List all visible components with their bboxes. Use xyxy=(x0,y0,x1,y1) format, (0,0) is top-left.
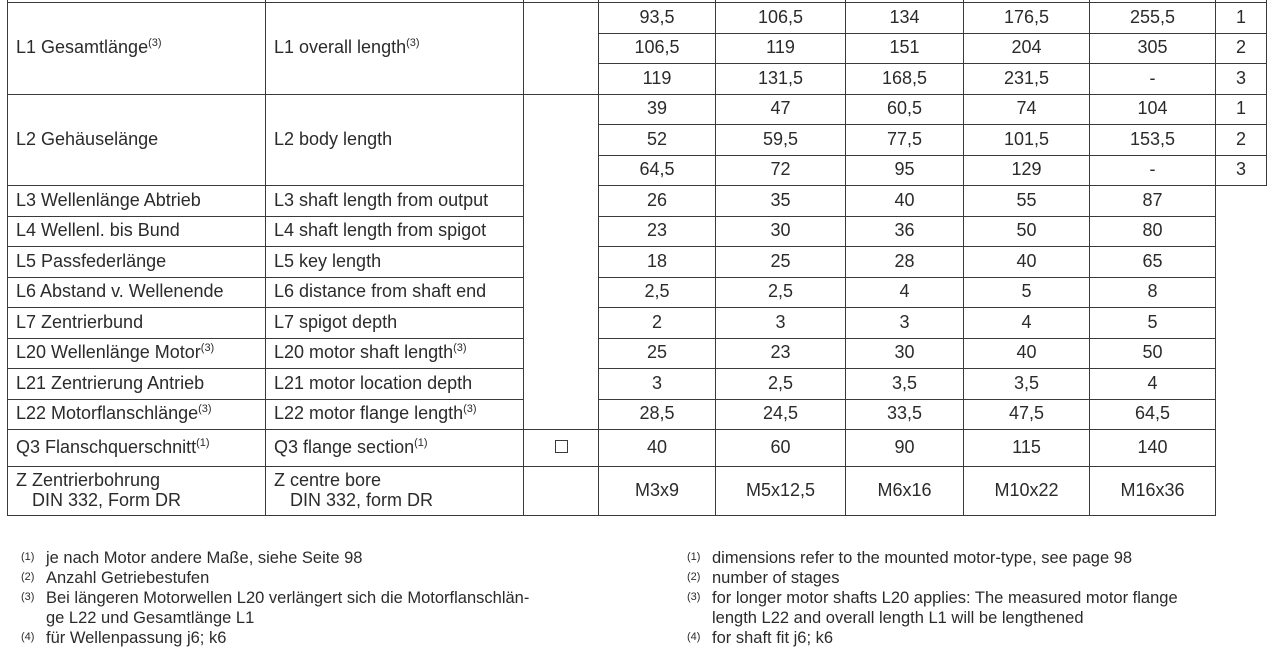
value-cell: 3,5 xyxy=(846,369,964,400)
value-cell: 3 xyxy=(846,308,964,339)
dimensions-table xyxy=(7,0,1267,516)
value-cell: 55 xyxy=(964,186,1090,217)
value-cell: 2,5 xyxy=(716,277,846,308)
value-cell: 2,5 xyxy=(599,277,716,308)
value-cell: 47 xyxy=(716,94,846,125)
row-label-de: L1 Gesamtlänge$^{(3)}$ xyxy=(8,3,266,95)
value-cell: 3 xyxy=(599,369,716,400)
value-cell: 64,5 xyxy=(1090,399,1216,430)
table-row-z xyxy=(8,467,1267,516)
value-cell: 101,5 xyxy=(964,125,1090,156)
footnote: (3) Bei längeren Motorwellen L20 verlängert sich die Motorflanschlän- ge L22 und Gesamtlänge L1 xyxy=(21,589,530,627)
value-cell: 23 xyxy=(599,216,716,247)
row-label-en: L7 spigot depth xyxy=(266,308,524,339)
value-cell: 204 xyxy=(964,33,1090,64)
row-label-de: L21 Zentrierung Antrieb xyxy=(8,369,266,400)
square-icon xyxy=(555,440,568,453)
value-cell: 3,5 xyxy=(964,369,1090,400)
row-label-de: L20 Wellenlänge Motor$^{(3)}$ xyxy=(8,338,266,369)
row-label-en: L21 motor location depth xyxy=(266,369,524,400)
stage-cell: 1 xyxy=(1216,3,1267,34)
stage-cell: 3 xyxy=(1216,155,1267,186)
table-row-l6 xyxy=(8,277,1267,308)
value-cell: 119 xyxy=(716,33,846,64)
row-label-de: L6 Abstand v. Wellenende xyxy=(8,277,266,308)
value-cell: 36 xyxy=(846,216,964,247)
value-cell: 24,5 xyxy=(716,399,846,430)
value-cell: 93,5 xyxy=(599,3,716,34)
value-cell: 168,5 xyxy=(846,64,964,95)
empty-stage-cell xyxy=(1216,186,1267,516)
row-label-en: L2 body length xyxy=(266,94,524,186)
value-cell: 2 xyxy=(599,308,716,339)
footnote: (2) number of stages xyxy=(687,569,840,587)
value-cell: 28,5 xyxy=(599,399,716,430)
value-cell: 140 xyxy=(1090,430,1216,467)
value-cell: 305 xyxy=(1090,33,1216,64)
value-cell: 60 xyxy=(716,430,846,467)
value-cell: 95 xyxy=(846,155,964,186)
value-cell: 39 xyxy=(599,94,716,125)
value-cell: 77,5 xyxy=(846,125,964,156)
value-cell: 119 xyxy=(599,64,716,95)
value-cell: 59,5 xyxy=(716,125,846,156)
value-cell: 72 xyxy=(716,155,846,186)
value-cell: 35 xyxy=(716,186,846,217)
row-label-line: DIN 332, form DR xyxy=(290,490,434,510)
table-row-l21 xyxy=(8,369,1267,400)
footnote: (2) Anzahl Getriebestufen xyxy=(21,569,210,587)
value-cell: 26 xyxy=(599,186,716,217)
value-cell: 30 xyxy=(846,338,964,369)
value-cell: M16x36 xyxy=(1090,467,1216,516)
value-cell: 115 xyxy=(964,430,1090,467)
table-row-l4 xyxy=(8,216,1267,247)
footnote: (3) for longer motor shafts L20 applies: The measured motor flange length L22 and overall length L1 will be lengthened xyxy=(687,589,1178,627)
value-cell: 18 xyxy=(599,247,716,278)
table-row-l2 xyxy=(8,94,1267,125)
symbol-cell xyxy=(524,3,599,95)
stage-cell: 2 xyxy=(1216,125,1267,156)
row-label-en: L3 shaft length from output xyxy=(266,186,524,217)
value-cell: 74 xyxy=(964,94,1090,125)
value-cell: 4 xyxy=(1090,369,1216,400)
value-cell: 134 xyxy=(846,3,964,34)
value-cell: 129 xyxy=(964,155,1090,186)
value-cell: 52 xyxy=(599,125,716,156)
value-cell: 255,5 xyxy=(1090,3,1216,34)
value-cell: 106,5 xyxy=(599,33,716,64)
stage-cell: 2 xyxy=(1216,33,1267,64)
value-cell: 47,5 xyxy=(964,399,1090,430)
value-cell: 4 xyxy=(964,308,1090,339)
symbol-cell xyxy=(524,94,599,430)
footnotes-german xyxy=(8,548,608,648)
value-cell: 50 xyxy=(964,216,1090,247)
table-row-l20 xyxy=(8,338,1267,369)
value-cell: 231,5 xyxy=(964,64,1090,95)
stage-cell: 3 xyxy=(1216,64,1267,95)
value-cell: 2,5 xyxy=(716,369,846,400)
value-cell: 90 xyxy=(846,430,964,467)
row-label-de: L3 Wellenlänge Abtrieb xyxy=(8,186,266,217)
row-label-de: L2 Gehäuselänge xyxy=(8,94,266,186)
value-cell: 176,5 xyxy=(964,3,1090,34)
value-cell: 5 xyxy=(1090,308,1216,339)
table-row-q3 xyxy=(8,430,1267,467)
footnote: (4) für Wellenpassung j6; k6 xyxy=(21,629,227,647)
value-cell: 25 xyxy=(716,247,846,278)
value-cell: 40 xyxy=(964,247,1090,278)
value-cell: 33,5 xyxy=(846,399,964,430)
row-label-en xyxy=(266,467,524,516)
value-cell: M5x12,5 xyxy=(716,467,846,516)
row-label-de xyxy=(8,467,266,516)
value-cell: 40 xyxy=(846,186,964,217)
stage-cell: 1 xyxy=(1216,94,1267,125)
row-label-en: L22 motor flange length$^{(3)}$ xyxy=(266,399,524,430)
value-cell: M10x22 xyxy=(964,467,1090,516)
value-cell: 80 xyxy=(1090,216,1216,247)
value-cell: 65 xyxy=(1090,247,1216,278)
value-cell: 3 xyxy=(716,308,846,339)
row-label-de: L5 Passfederlänge xyxy=(8,247,266,278)
value-cell: 4 xyxy=(846,277,964,308)
row-label-de: L22 Motorflanschlänge$^{(3)}$ xyxy=(8,399,266,430)
value-cell: 40 xyxy=(964,338,1090,369)
value-cell: - xyxy=(1090,155,1216,186)
row-label-en: L1 overall length$^{(3)}$ xyxy=(266,3,524,95)
row-label-en: L6 distance from shaft end xyxy=(266,277,524,308)
row-label-en: Q3 flange section$^{(1)}$ xyxy=(266,430,524,467)
table-row-l7 xyxy=(8,308,1267,339)
row-label-de: Q3 Flanschquerschnitt$^{(1)}$ xyxy=(8,430,266,467)
value-cell: 25 xyxy=(599,338,716,369)
row-label-en: L20 motor shaft length$^{(3)}$ xyxy=(266,338,524,369)
value-cell: - xyxy=(1090,64,1216,95)
value-cell: M3x9 xyxy=(599,467,716,516)
value-cell: 104 xyxy=(1090,94,1216,125)
symbol-cell xyxy=(524,467,599,516)
square-symbol-cell xyxy=(524,430,599,467)
value-cell: 131,5 xyxy=(716,64,846,95)
row-label-en: L5 key length xyxy=(266,247,524,278)
row-label-de: L4 Wellenl. bis Bund xyxy=(8,216,266,247)
footnotes-english xyxy=(674,548,1254,648)
row-label-en: L4 shaft length from spigot xyxy=(266,216,524,247)
value-cell: 40 xyxy=(599,430,716,467)
value-cell: 64,5 xyxy=(599,155,716,186)
footnote: (1) dimensions refer to the mounted motor-type, see page 98 xyxy=(687,549,1133,567)
row-label-de: L7 Zentrierbund xyxy=(8,308,266,339)
value-cell: 8 xyxy=(1090,277,1216,308)
row-label-line: Z centre bore xyxy=(274,470,382,491)
value-cell: 106,5 xyxy=(716,3,846,34)
table-row-l22 xyxy=(8,399,1267,430)
value-cell: 153,5 xyxy=(1090,125,1216,156)
value-cell: 151 xyxy=(846,33,964,64)
table-row-l1 xyxy=(8,3,1267,34)
value-cell: 30 xyxy=(716,216,846,247)
footnote: (1) je nach Motor andere Maße, siehe Seite 98 xyxy=(21,549,363,567)
row-label-line: Z Zentrierbohrung xyxy=(16,470,161,491)
table-row-l3 xyxy=(8,186,1267,217)
table-row-l5 xyxy=(8,247,1267,278)
value-cell: 23 xyxy=(716,338,846,369)
value-cell: 5 xyxy=(964,277,1090,308)
row-label-line: DIN 332, Form DR xyxy=(32,490,182,510)
footnote: (4) for shaft fit j6; k6 xyxy=(687,629,834,647)
value-cell: 60,5 xyxy=(846,94,964,125)
value-cell: 87 xyxy=(1090,186,1216,217)
value-cell: 28 xyxy=(846,247,964,278)
value-cell: M6x16 xyxy=(846,467,964,516)
value-cell: 50 xyxy=(1090,338,1216,369)
